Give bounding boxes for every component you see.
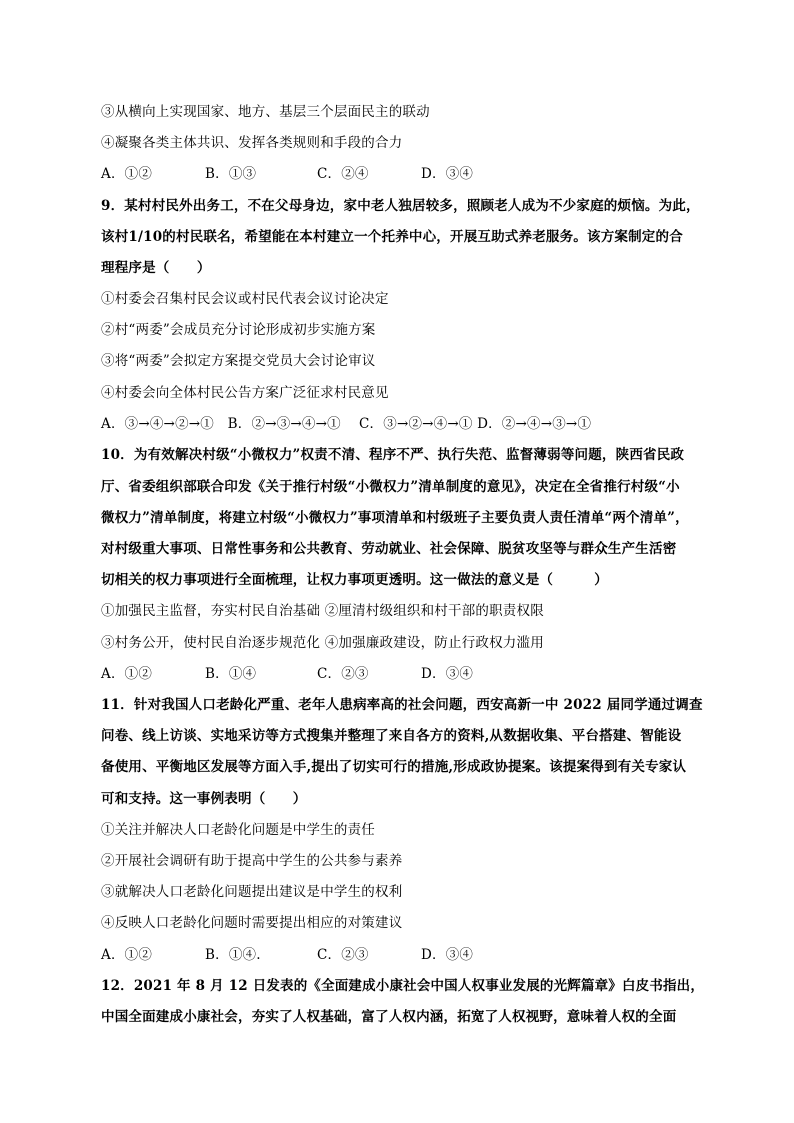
q8-option-3: ③从横向上实现国家、地方、基层三个层面民主的联动: [101, 104, 430, 120]
q8-choices: [101, 165, 473, 183]
q11-choice-b: B．①④.: [205, 947, 261, 963]
q10-stem-line-3: 微权力”清单制度，将建立村级“小微权力”事项清单和村级班子主要负责人责任清单“两个清单”，: [101, 510, 689, 526]
q9-option-1: ①村委会召集村民会议或村民代表会议讨论决定: [101, 291, 389, 307]
q11-choice-c: C．②③: [317, 947, 369, 963]
q12-stem-line-1: 12．2021 年 8 月 12 日发表的《全面建成小康社会中国人权事业发展的光辉篇章》白皮书指出，: [101, 978, 705, 994]
q12-stem-line-2: 中国全面建成小康社会，夯实了人权基础，富了人权内涵，拓宽了人权视野，意味着人权的全面: [101, 1009, 677, 1025]
q9-option-2: ②村“两委”会成员充分讨论形成初步实施方案: [101, 322, 376, 338]
q8-choice-c: C．②④: [317, 166, 369, 182]
q10-stem-line-4: 对村级重大事项、日常性事务和公共教育、劳动就业、社会保障、脱贫攻坚等与群众生产生活密: [101, 541, 677, 557]
q8-choice-b: B．①③: [205, 166, 257, 182]
q9-option-4: ④村委会向全体村民公告方案广泛征求村民意见: [101, 385, 389, 401]
q11-option-1: ①关注并解决人口老龄化问题是中学生的责任: [101, 822, 375, 838]
q9-stem-line-3: 理程序是（ ）: [101, 260, 211, 276]
q9-choices: A．③→④→②→① B．②→③→④→① C．③→②→④→① D．②→④→③→①: [101, 416, 592, 432]
q11-stem-line-4: 可和支持。这一事例表明（ ）: [101, 791, 307, 807]
q11-option-3: ③就解决人口老龄化问题提出建议是中学生的权利: [101, 884, 403, 900]
q11-stem-line-2: 问卷、线上访谈、实地采访等方式搜集并整理了来自各方的资料,从数据收集、平台搭建、智能设: [101, 728, 682, 744]
q11-stem-line-3: 备使用、平衡地区发展等方面入手,提出了切实可行的措施,形成政协提案。该提案得到有关专家认: [101, 759, 687, 775]
q10-stem-line-2: 厅、省委组织部联合印发《关于推行村级“小微权力”清单制度的意见》，决定在全省推行村级“小: [101, 479, 680, 495]
q11-choice-a: A．①②: [101, 947, 153, 963]
q9-option-3: ③将“两委”会拟定方案提交党员大会讨论审议: [101, 353, 376, 369]
q10-stem-line-5: 切相关的权力事项进行全面梳理，让权力事项更透明。这一做法的意义是（ ）: [101, 572, 608, 588]
q8-option-4: ④凝聚各类主体共识、发挥各类规则和手段的合力: [101, 135, 403, 151]
q11-option-4: ④反映人口老龄化问题时需要提出相应的对策建议: [101, 915, 403, 931]
q10-choice-c: C．②③: [317, 666, 369, 682]
q11-stem-line-1: 11．针对我国人口老龄化严重、老年人患病率高的社会问题，西安高新一中 2022 届同学通过调查: [101, 697, 703, 713]
q10-stem-line-1: 10．为有效解决村级“小微权力”权责不清、程序不严、执行失范、监督薄弱等问题，陕西省民政: [101, 447, 685, 463]
q11-choices: [101, 946, 473, 964]
q10-options-1-2: ①加强民主监督，夯实村民自治基础 ②厘清村级组织和村干部的职责权限: [101, 603, 544, 619]
q10-choice-b: B．①④: [205, 666, 257, 682]
q8-choice-d: D．③④: [421, 166, 474, 182]
q11-option-2: ②开展社会调研有助于提高中学生的公共参与素养: [101, 853, 403, 869]
q10-choice-a: A．①②: [101, 666, 153, 682]
q9-stem-line-1: 9．某村村民外出务工，不在父母身边，家中老人独居较多，照顾老人成为不少家庭的烦恼。为此，: [101, 198, 700, 214]
q8-choice-a: A．①②: [101, 166, 153, 182]
q10-choice-d: D．③④: [421, 666, 474, 682]
q9-stem-line-2: 该村1/10的村民联名，希望能在本村建立一个托养中心，开展互助式养老服务。该方案制定的合: [101, 229, 683, 245]
q10-choices: [101, 665, 473, 683]
q10-options-3-4: ③村务公开，使村民自治逐步规范化 ④加强廉政建设，防止行政权力滥用: [101, 635, 544, 651]
q11-choice-d: D．③④: [421, 947, 474, 963]
